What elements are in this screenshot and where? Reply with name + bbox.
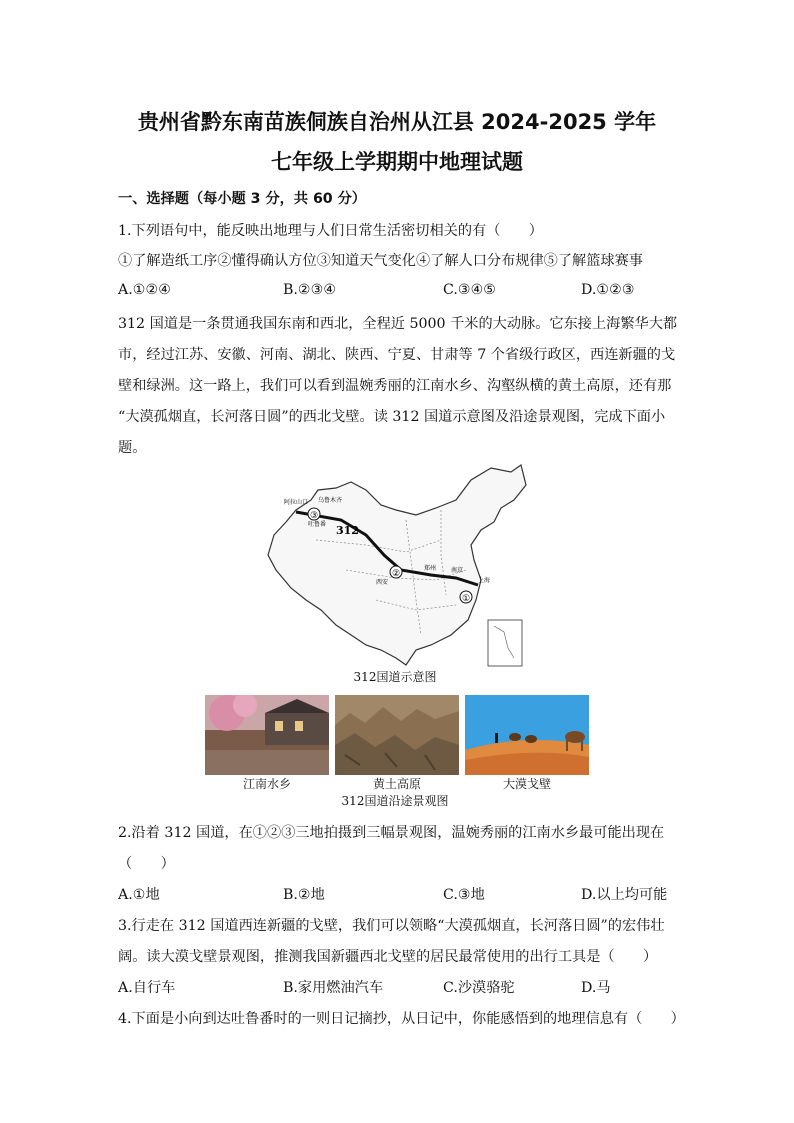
title-line-2: 七年级上学期期中地理试题: [271, 150, 523, 174]
q3-option-a: A.自行车: [118, 980, 176, 996]
q2-option-b: B.②地: [283, 887, 325, 903]
q4-stem: 4.下面是小向到达吐鲁番时的一则日记摘抄，从日记中，你能感悟到的地理信息有（ ）: [118, 1011, 685, 1027]
q2-stem-line-2: （ ）: [118, 856, 175, 872]
map-caption: 312国道示意图: [353, 670, 437, 684]
q2-stem-line-1: 2.沿着 312 国道，在①②③三地拍摄到三幅景观图，温婉秀丽的江南水乡最可能出现在: [118, 825, 665, 841]
q3-option-d: D.马: [581, 980, 611, 996]
route-number-label: 312: [336, 524, 359, 537]
marker-1-label: ①: [461, 594, 471, 604]
photo-jiangnan: [205, 695, 329, 775]
south-sea-inset: [488, 620, 522, 666]
q3-stem-line-1: 3.行走在 312 国道西连新疆的戈壁，我们可以领略“大漠孤烟直，长河落日圆”的宏伟壮: [118, 918, 665, 934]
photo-caption-3: 大漠戈壁: [502, 777, 551, 791]
photos-group-caption: 312国道沿途景观图: [341, 794, 449, 808]
q1-stem: 1.下列语句中，能反映出地理与人们日常生活密切相关的有（ ）: [118, 223, 543, 239]
photo-caption-1: 江南水乡: [242, 777, 291, 791]
section-heading: 一、选择题（每小题 3 分，共 60 分）: [118, 191, 366, 207]
q1-items: ①了解造纸工序②懂得确认方位③知道天气变化④了解人口分布规律⑤了解篮球赛事: [118, 253, 643, 269]
passage-line-4: “大漠孤烟直，长河落日圆”的西北戈壁。读 312 国道示意图及沿途景观图，完成下面小: [118, 409, 666, 425]
q2-option-d: D.以上均可能: [581, 887, 668, 903]
marker-2-label: ②: [391, 569, 401, 579]
q3-stem-line-2: 阔。读大漠戈壁景观图，推测我国新疆西北戈壁的居民最常使用的出行工具是（ ）: [118, 949, 658, 965]
passage-line-1: 312 国道是一条贯通我国东南和西北，全程近 5000 千米的大动脉。它东接上海繁华大都: [118, 316, 678, 332]
q1-option-c: C.③④⑤: [443, 282, 497, 298]
place-label: 吐鲁番: [308, 521, 327, 528]
q3-option-b: B.家用燃油汽车: [283, 980, 384, 996]
passage-line-2: 市，经过江苏、安徽、河南、湖北、陕西、宁夏、甘肃等 7 个省级行政区，西连新疆的戈: [118, 347, 676, 363]
place-label: 乌鲁木齐: [318, 497, 343, 504]
photo-loess-plateau: [335, 695, 459, 775]
photo-desert-gobi: [465, 695, 589, 775]
q3-option-c: C.沙漠骆驼: [443, 980, 515, 996]
china-route-map: [256, 460, 534, 670]
photo-caption-2: 黄土高原: [372, 777, 421, 791]
place-label: 上海: [478, 577, 491, 584]
title-line-1: 贵州省黔东南苗族侗族自治州从江县 2024-2025 学年: [137, 110, 657, 134]
place-label: 阿拉山口: [284, 499, 309, 506]
q2-option-a: A.①地: [118, 887, 160, 903]
passage-line-5: 题。: [118, 440, 147, 456]
passage-line-3: 壁和绿洲。这一路上，我们可以看到温婉秀丽的江南水乡、沟壑纵横的黄土高原，还有那: [118, 378, 672, 394]
place-label: 西安: [376, 579, 389, 586]
q1-option-a: A.①②④: [118, 282, 171, 298]
place-label: 南京: [451, 567, 464, 574]
q1-option-d: D.①②③: [581, 282, 635, 298]
marker-3-label: ③: [309, 511, 319, 521]
q1-option-b: B.②③④: [283, 282, 337, 298]
q2-option-c: C.③地: [443, 887, 485, 903]
place-label: 郑州: [424, 565, 437, 572]
